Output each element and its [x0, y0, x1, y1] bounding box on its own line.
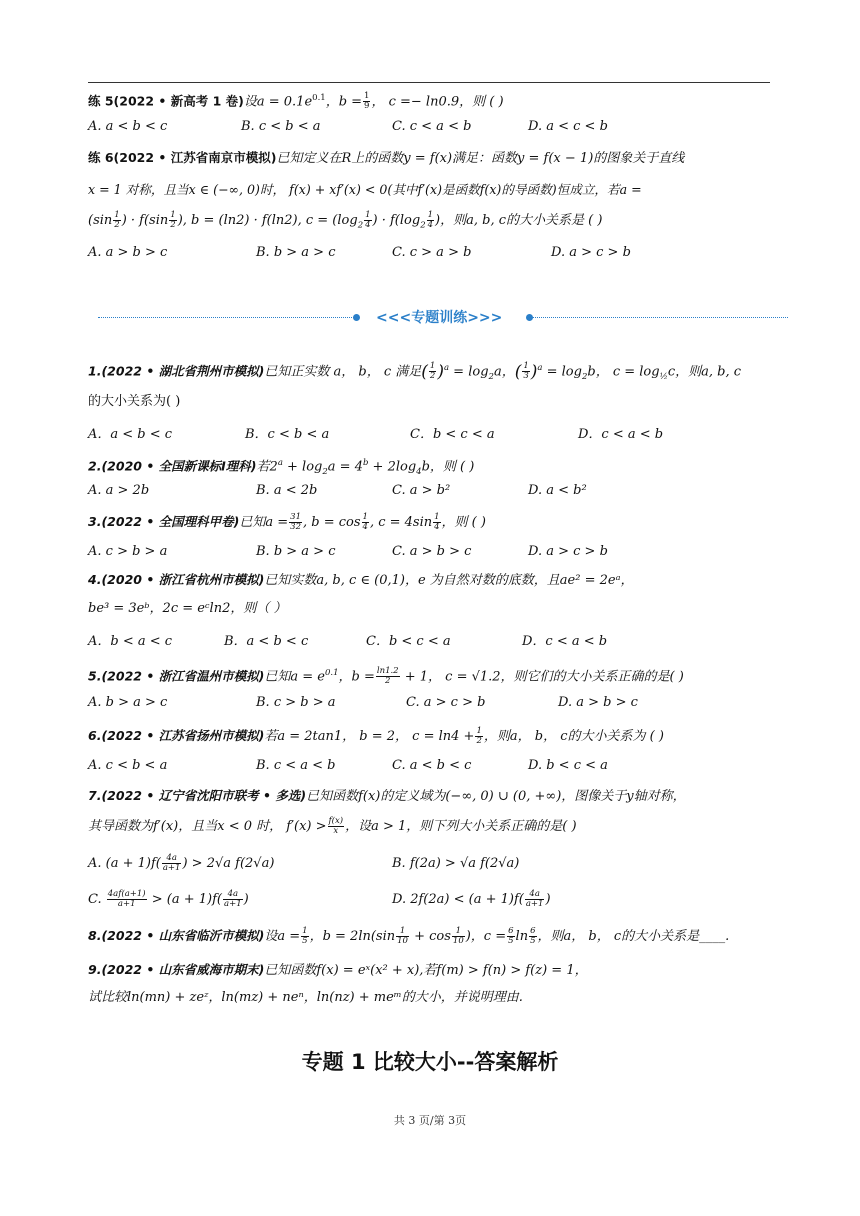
- practice5-b-frac: $\frac{1}{9}$: [364, 91, 370, 112]
- q3-option-d[interactable]: D. a > c > b: [528, 544, 608, 559]
- q7-line1: 7.(2022 • 辽宁省沈阳市联考 • 多选)已知函数f(x)的定义域为(−∞, 0) ∪ (0, +∞)，图像关于y轴对称，: [88, 788, 686, 804]
- q4-option-a[interactable]: A．b < a < c: [88, 634, 173, 649]
- practice5-stem: [88, 88, 504, 112]
- q7-option-a[interactable]: A. (a + 1)f( $\frac{4a}{a+1}$ ) > 2√a f(2√a): [88, 853, 275, 873]
- practice6-line2: x = 1 对称，且当x ∈ (−∞, 0)时， f(x) + xf′(x) < 0(其中f′(x)是函数f(x)的导函数)恒成立，若a =: [88, 182, 642, 197]
- q8-source: 2022 • 山东省临沂市模拟): [107, 928, 265, 943]
- q4-source: 2020 • 浙江省杭州市模拟): [107, 572, 265, 587]
- practice6-option-b[interactable]: B. b > a > c: [256, 245, 336, 260]
- divider-right-line: [530, 317, 788, 318]
- answer-title: 专题 1 比较大小--答案解析: [301, 1050, 559, 1074]
- practice6-line1: [88, 148, 684, 169]
- q2-source: 2020 • 全国新课标Ⅰ理科): [107, 458, 257, 474]
- q6-source: 2022 • 江苏省扬州市模拟): [107, 728, 265, 743]
- q1-option-b[interactable]: B．c < b < a: [245, 427, 330, 442]
- q7-source: 2022 • 辽宁省沈阳市联考 • 多选): [107, 788, 307, 803]
- q6-stem: 6.(2022 • 江苏省扬州市模拟)若a = 2tan1， b = 2， c = ln4 + $\frac{1}{2}$ ，则a， b， c的大小关系为 ( ): [88, 726, 664, 746]
- q9-line2: 试比较ln(mn) + zeᶻ，ln(mz) + neⁿ，ln(nz) + meᵐ的大小，并说明理由.: [88, 990, 523, 1005]
- q3-option-a[interactable]: A. c > b > a: [88, 544, 168, 559]
- q3-options: [88, 544, 788, 564]
- q1-stem: 1.(2022 • 湖北省荆州市模拟)已知正实数 a， b， c 满足( $\frac{1}{2}$ )$^a = \log_2a$，( $\frac{1}{3}$ )$^a = \log_2b$， $c = \log_{\frac{1}{2}}c$，则a, b, c: [88, 361, 741, 382]
- q9-source: 2022 • 山东省威海市期末): [107, 962, 265, 977]
- practice5-c: ， c =− ln0.9，则 ( ): [371, 94, 504, 110]
- q2-option-b[interactable]: B. a < 2b: [256, 483, 318, 498]
- q4-line1: 4.(2020 • 浙江省杭州市模拟)已知实数a, b, c ∈ (0,1)，e 为自然对数的底数，且ae² = 2eᵃ，: [88, 572, 634, 588]
- q4-option-b[interactable]: B．a < b < c: [224, 634, 309, 649]
- q5-stem: 5.(2022 • 浙江省温州市模拟)已知$a = e^{0.1}$，b = $\frac{\ln 1.2}{2}$ + 1， c = √1.2，则它们的大小关系正确的是( ): [88, 666, 684, 687]
- q1-option-d[interactable]: D．c < a < b: [578, 427, 664, 442]
- q1-line2: 的大小关系为( ): [88, 394, 181, 409]
- q9-line1: 9.(2022 • 山东省威海市期末)已知函数f(x) = eˣ(x² + x),若f(m) > f(n) > f(z) = 1，: [88, 962, 588, 978]
- q7-option-c[interactable]: C. $\frac{4af(a+1)}{a+1}$ > (a + 1)f( $\frac{4a}{a+1}$ ): [88, 889, 249, 909]
- q1-option-a[interactable]: A．a < b < c: [88, 427, 173, 442]
- q3-option-b[interactable]: B. b > a > c: [256, 544, 336, 559]
- practice5-label: 练 5(: [88, 93, 120, 109]
- section-title: <<<专题训练>>>: [376, 310, 503, 326]
- q1-options: [88, 423, 788, 443]
- q6-options: [88, 758, 788, 778]
- q4-line2: be³ = 3eᵇ，2c = eᶜln2，则（ ）: [88, 601, 287, 616]
- practice6-label: 练 6(: [88, 150, 120, 165]
- q4-option-c[interactable]: C．b < c < a: [366, 634, 451, 649]
- q3-option-c[interactable]: C. a > b > c: [392, 544, 472, 559]
- practice6-option-c[interactable]: C. c > a > b: [392, 245, 472, 260]
- practice5-options: [88, 119, 788, 139]
- practice5-option-a[interactable]: A. a < b < c: [88, 119, 168, 134]
- section-divider: [98, 306, 788, 330]
- q2-option-c[interactable]: C. a > b²: [392, 483, 451, 498]
- q7-option-b[interactable]: B. f(2a) > √a f(2√a): [392, 856, 520, 871]
- q2-option-d[interactable]: D. a < b²: [528, 483, 587, 498]
- q1-option-c[interactable]: C．b < c < a: [410, 427, 495, 442]
- practice5-option-c[interactable]: C. c < a < b: [392, 119, 472, 134]
- divider-left-line: [98, 317, 356, 318]
- q4-option-d[interactable]: D．c < a < b: [522, 634, 608, 649]
- practice6-text1: 已知定义在R上的函数y = f(x)满足：函数y = f(x − 1)的图象关于直线: [276, 151, 685, 166]
- practice6-source: 2022 • 江苏省南京市模拟): [119, 150, 277, 165]
- practice6-option-d[interactable]: D. a > c > b: [551, 245, 631, 260]
- q4-options: [88, 630, 788, 650]
- q5-source: 2022 • 浙江省温州市模拟): [107, 668, 265, 684]
- practice5-b: ，b =: [325, 94, 363, 110]
- q2-options: [88, 483, 788, 503]
- practice6-options: [88, 245, 788, 265]
- q6-option-b[interactable]: B. c < a < b: [256, 758, 336, 773]
- q5-option-b[interactable]: B. c > b > a: [256, 695, 336, 710]
- header-rule: [88, 82, 770, 83]
- q3-stem: 3.(2022 • 全国理科甲卷)已知a = $\frac{31}{32}$ , b = cos $\frac{1}{4}$ , c = 4sin $\frac{1}{4}$ ，则 ( ): [88, 512, 486, 532]
- q7-line2: 其导函数为f′(x)，且当x < 0 时， f′(x) > $\frac{f(x)}{x}$ ，设a > 1，则下列大小关系正确的是( ): [88, 816, 577, 836]
- practice5-option-b[interactable]: B. c < b < a: [241, 119, 321, 134]
- q5-option-d[interactable]: D. a > b > c: [558, 695, 638, 710]
- q3-source: 2022 • 全国理科甲卷): [107, 514, 240, 529]
- q7-option-d[interactable]: D. 2f(2a) < (a + 1)f( $\frac{4a}{a+1}$ ): [392, 889, 551, 909]
- q6-option-d[interactable]: D. b < c < a: [528, 758, 608, 773]
- q8-stem: 8.(2022 • 山东省临沂市模拟)设a = $\frac{1}{5}$ ，b = 2ln(sin $\frac{1}{10}$ + cos $\frac{1}{10}$ )，c = $\frac{6}{5}$ ln $\frac{6}{5}$ ，则a， b， c的大小关系是____.: [88, 926, 730, 946]
- practice6-line3: (sin $\frac{1}{2}$ ) · f(sin $\frac{1}{2}$ ), b = (ln2) · f(ln2), $c = (\log_2$ $\frac{1}{4}$ ) · $f(\log_2$ $\frac{1}{4}$ )，则a, b, c的大小关系是 ( ): [88, 210, 603, 231]
- q6-option-c[interactable]: C. a < b < c: [392, 758, 472, 773]
- practice6-option-a[interactable]: A. a > b > c: [88, 245, 168, 260]
- q6-option-a[interactable]: A. c < b < a: [88, 758, 168, 773]
- q1-source: 2022 • 湖北省荆州市模拟): [107, 363, 265, 379]
- q5-option-c[interactable]: C. a > c > b: [406, 695, 486, 710]
- practice5-option-d[interactable]: D. a < c < b: [528, 119, 608, 134]
- practice5-source: 2022 • 新高考 1 卷): [119, 93, 244, 109]
- practice5-a: 设a = 0.1e: [243, 94, 313, 110]
- q2-option-a[interactable]: A. a > 2b: [88, 483, 150, 498]
- page-footer: 共 3 页/第 3页: [393, 1114, 467, 1127]
- divider-left-dot: [353, 314, 360, 321]
- practice5-a-exp: 0.1: [312, 93, 326, 103]
- q5-option-a[interactable]: A. b > a > c: [88, 695, 168, 710]
- q5-options: [88, 695, 788, 715]
- q2-stem: 2.(2020 • 全国新课标Ⅰ理科)若$2^a + \log_2a = 4^b + 2\log_4b$，则 ( ): [88, 458, 475, 477]
